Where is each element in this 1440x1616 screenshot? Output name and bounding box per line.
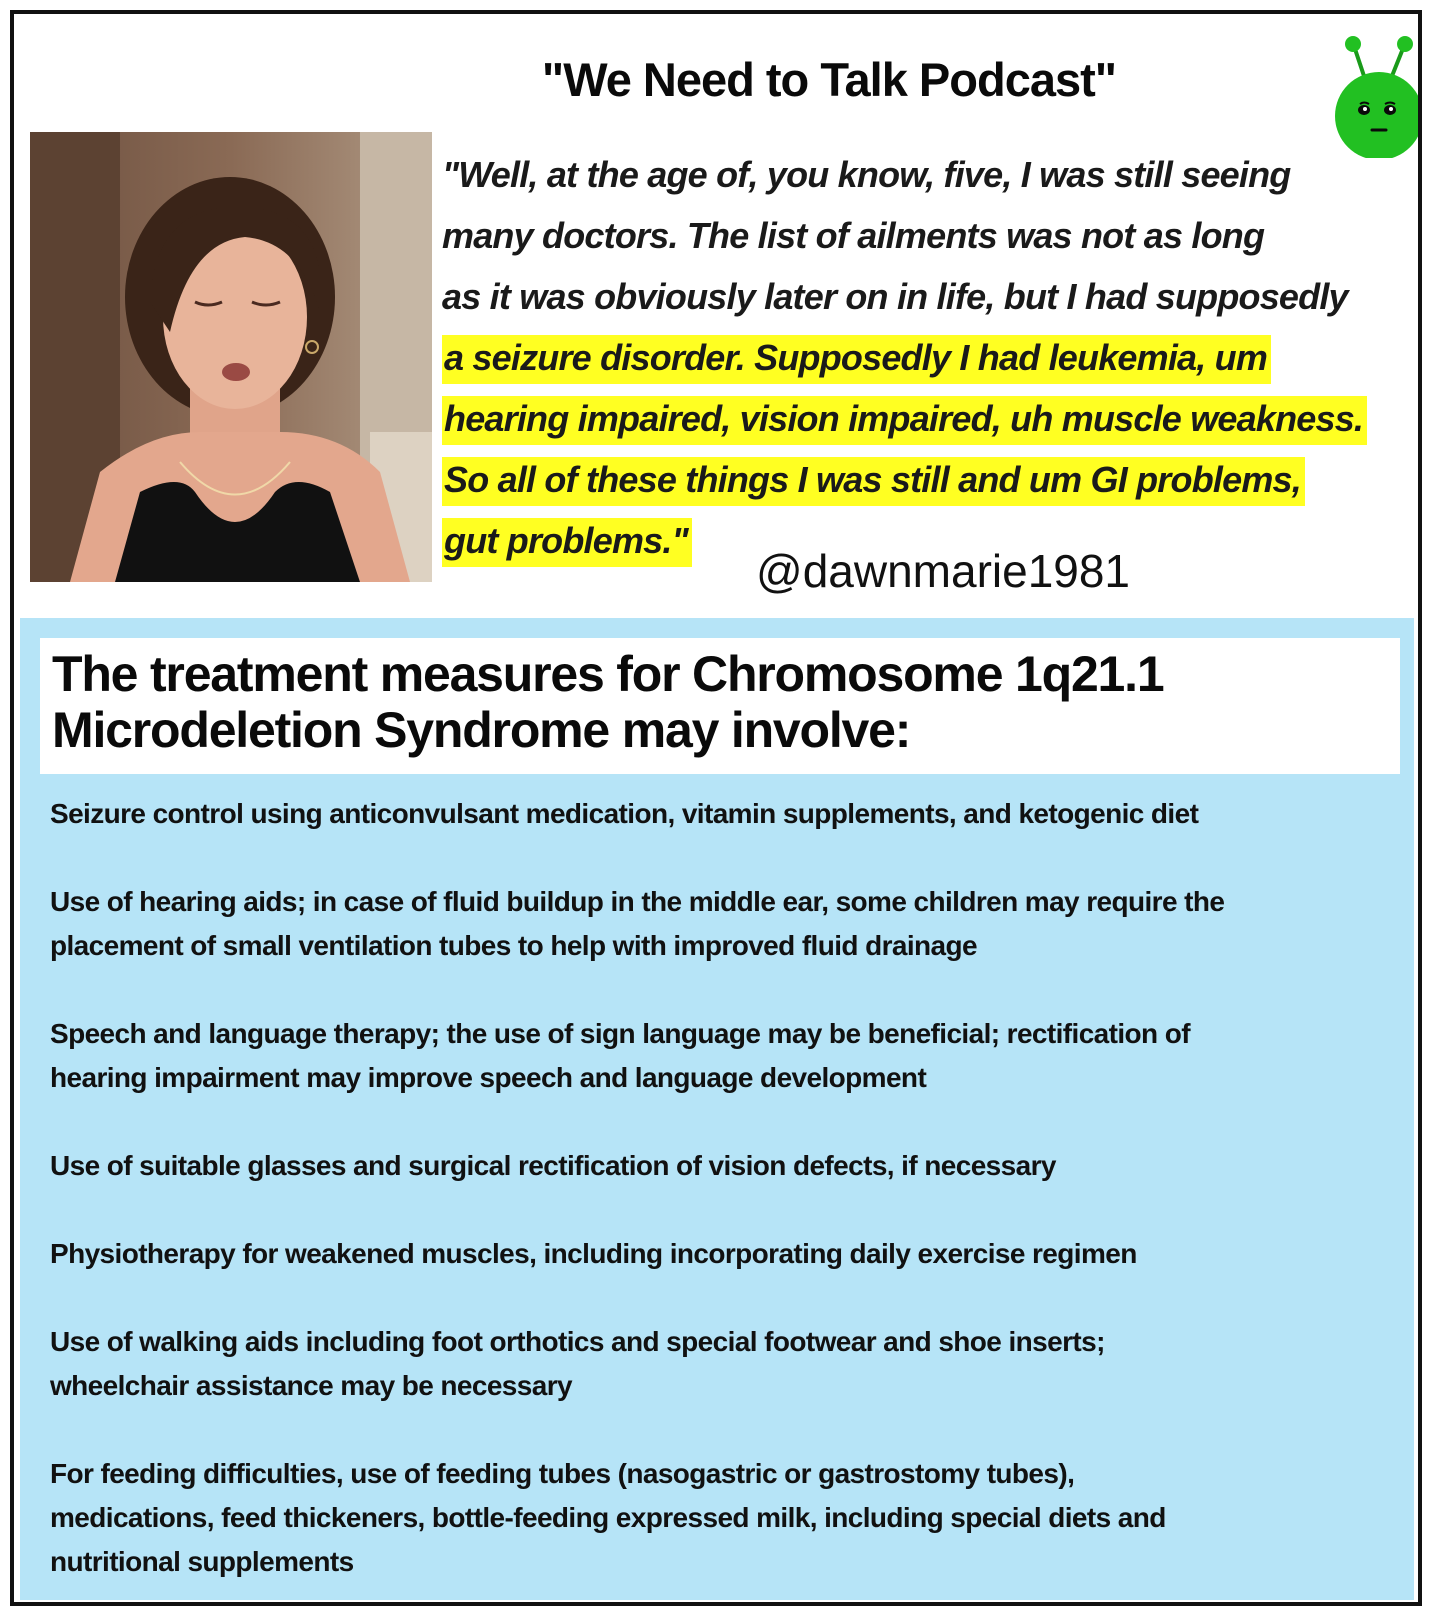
infographic-frame — [10, 10, 1422, 1606]
treatment-section — [20, 618, 1414, 1600]
author-handle: @dawnmarie1981 — [756, 545, 1131, 597]
treatment-measure-line: nutritional supplements — [50, 1546, 354, 1577]
treatment-measure-line: medications, feed thickeners, bottle-feeding expressed milk, including special diets and — [50, 1502, 1166, 1533]
heading-box — [40, 638, 1400, 774]
podcast-title: "We Need to Talk Podcast" — [541, 53, 1117, 106]
treatment-measures-list — [50, 792, 1400, 1606]
quote-line: as it was obviously later on in life, but I had supposedly — [442, 276, 1348, 317]
treatment-measure-line: Seizure control using anticonvulsant medication, vitamin supplements, and ketogenic diet — [50, 798, 1199, 829]
quote-text — [442, 144, 1402, 571]
treatment-heading: The treatment measures for Chromosome 1q21.1 Microdeletion Syndrome may involve: — [52, 646, 1164, 758]
treatment-measure-item — [50, 792, 1400, 836]
treatment-measure-line: Physiotherapy for weakened muscles, including incorporating daily exercise regimen — [50, 1238, 1137, 1269]
quote-line: many doctors. The list of ailments was not as long — [442, 215, 1265, 256]
quote-line-highlighted: gut problems." — [442, 510, 1402, 571]
quote-line-highlighted: a seizure disorder. Supposedly I had leukemia, um — [442, 327, 1402, 388]
treatment-measure-line: For feeding difficulties, use of feeding tubes (nasogastric or gastrostomy tubes), — [50, 1458, 1075, 1489]
treatment-measure-item — [50, 1012, 1400, 1100]
treatment-measure-line: Use of suitable glasses and surgical rectification of vision defects, if necessary — [50, 1150, 1056, 1181]
quote-line: "Well, at the age of, you know, five, I was still seeing — [442, 154, 1291, 195]
quote-line-highlighted: hearing impaired, vision impaired, uh muscle weakness. — [442, 388, 1402, 449]
treatment-measure-item — [50, 1452, 1400, 1584]
treatment-measure-line: hearing impairment may improve speech and language development — [50, 1062, 927, 1093]
treatment-measure-line: Speech and language therapy; the use of sign language may be beneficial; rectification of — [50, 1018, 1190, 1049]
treatment-measure-item — [50, 1232, 1400, 1276]
treatment-measure-item — [50, 1320, 1400, 1408]
treatment-measure-line: wheelchair assistance may be necessary — [50, 1370, 572, 1401]
green-alien-face-icon — [1324, 28, 1422, 158]
quote-section — [14, 14, 1418, 612]
treatment-measure-line: Use of hearing aids; in case of fluid buildup in the middle ear, some children may require the — [50, 886, 1225, 917]
quote-line-highlighted: So all of these things I was still and um GI problems, — [442, 449, 1402, 510]
treatment-measure-item — [50, 880, 1400, 968]
treatment-measure-line: placement of small ventilation tubes to help with improved fluid drainage — [50, 930, 977, 961]
treatment-measure-line: Use of walking aids including foot orthotics and special footwear and shoe inserts; — [50, 1326, 1105, 1357]
woman-photo — [30, 132, 432, 582]
treatment-measure-item — [50, 1144, 1400, 1188]
